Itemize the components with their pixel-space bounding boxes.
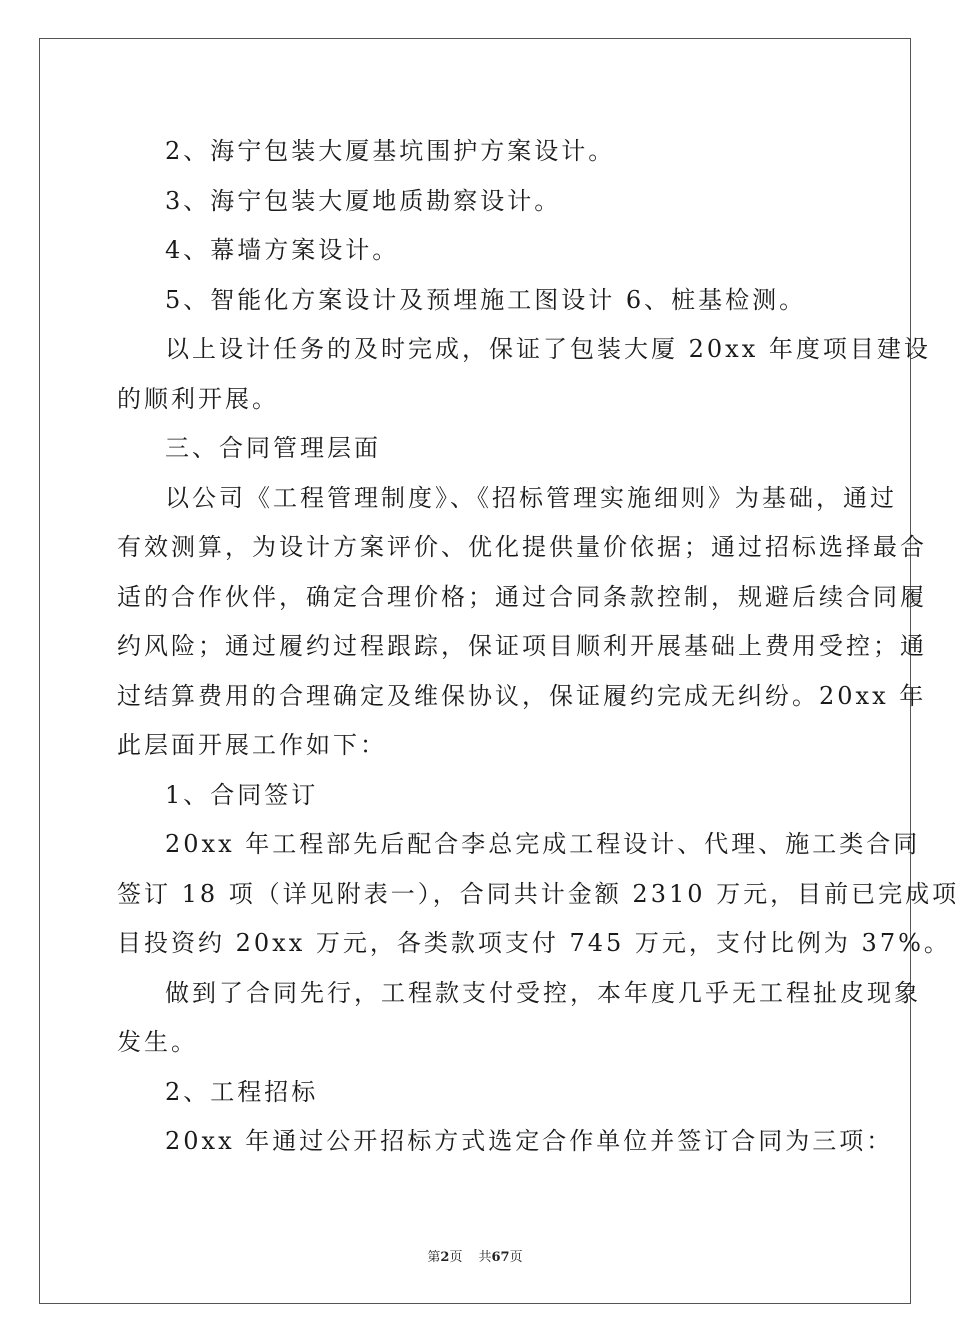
section-heading: 三、合同管理层面	[165, 434, 381, 462]
paragraph-line: 4、幕墙方案设计。	[165, 236, 400, 264]
page-suffix: 页	[449, 1250, 463, 1265]
total-pages: 67	[491, 1250, 510, 1265]
document-body	[117, 127, 959, 1167]
paragraph-line: 发生。	[117, 1028, 198, 1056]
paragraph-line: 约风险；通过履约过程跟踪，保证项目顺利开展基础上费用受控；通	[117, 632, 927, 660]
paragraph-line: 适的合作伙伴，确定合理价格；通过合同条款控制，规避后续合同履	[117, 582, 927, 611]
paragraph-line: 有效测算，为设计方案评价、优化提供量价依据；通过招标选择最合	[117, 533, 927, 561]
subsection-heading: 1、合同签订	[165, 780, 319, 809]
paragraph-line: 20xx 年通过公开招标方式选定合作单位并签订合同为三项：	[165, 1127, 894, 1155]
paragraph-line: 的顺利开展。	[117, 384, 279, 413]
paragraph-line: 20xx 年工程部先后配合李总完成工程设计、代理、施工类合同	[165, 830, 921, 858]
paragraph-line: 此层面开展工作如下：	[117, 731, 387, 759]
paragraph-line: 以上设计任务的及时完成，保证了包装大厦 20xx 年度项目建设	[165, 335, 931, 363]
page-number: 2	[440, 1250, 450, 1265]
subsection-heading: 2、工程招标	[165, 1077, 319, 1106]
paragraph-line: 签订 18 项（详见附表一），合同共计金额 2310 万元，目前已完成项	[117, 879, 959, 908]
page-footer	[0, 1246, 950, 1265]
page-prefix: 第	[427, 1250, 441, 1265]
paragraph-line: 做到了合同先行，工程款支付受控，本年度几乎无工程扯皮现象	[165, 978, 921, 1007]
paragraph-line: 目投资约 20xx 万元，各类款项支付 745 万元，支付比例为 37%。	[117, 929, 951, 957]
paragraph-line: 2、海宁包装大厦基坑围护方案设计。	[165, 137, 616, 165]
total-suffix: 页	[509, 1250, 523, 1265]
paragraph-line: 过结算费用的合理确定及维保协议，保证履约完成无纠纷。20xx 年	[117, 681, 927, 710]
paragraph-line: 3、海宁包装大厦地质勘察设计。	[165, 186, 562, 215]
paragraph-line: 5、智能化方案设计及预埋施工图设计 6、桩基检测。	[165, 285, 807, 314]
total-prefix: 共	[478, 1250, 492, 1265]
paragraph-line: 以公司《工程管理制度》、《招标管理实施细则》为基础，通过	[165, 483, 897, 512]
